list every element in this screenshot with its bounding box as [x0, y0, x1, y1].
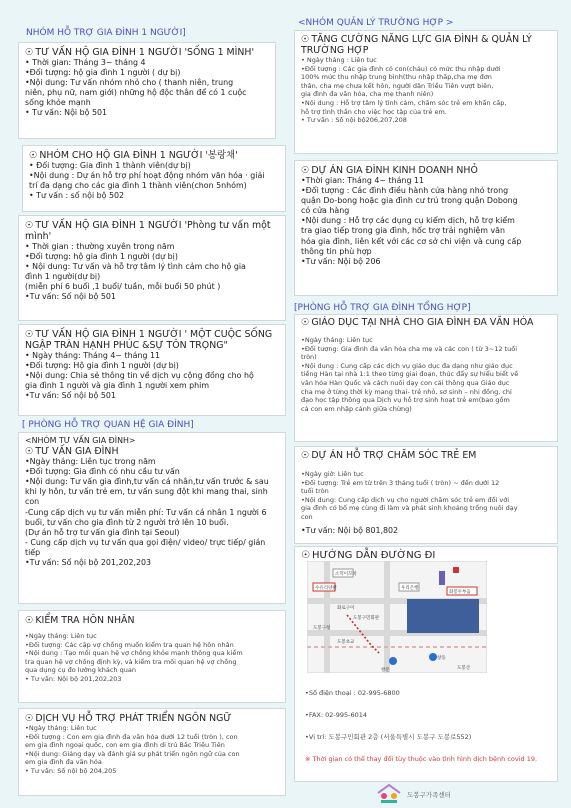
fax-text: •FAX: 02-995-6014	[305, 711, 368, 719]
location-map	[307, 561, 487, 673]
box-body: •Thời gian: Tháng 4~ tháng 11 •Đối tượng : Các đình điều hành cửa hàng nhỏ trong quận Do-bong hoặc gia đình cư trú trong quận Dobong có cửa hàng •Nội dung : Hỗ trợ các dụng cụ kiểm dịch, hỗ trợ kiểm tra giao tiếp trong gia đình, hốc trợ trải nghiệm văn hóa gia đình, liên kết với các cơ sở chi viện và cung cấp thông tin phù hợp •Tư vấn: Nội bộ 206	[301, 176, 522, 266]
map-label: 화로구이	[337, 606, 355, 611]
box-alone-consult	[18, 215, 286, 321]
box-small-business	[294, 160, 558, 296]
map-label: 도봉산	[457, 666, 471, 671]
box-title: ☉ TƯ VẤN GIA ĐÌNH	[25, 446, 279, 457]
map-label: 도봉구청	[313, 626, 331, 631]
box-title: ☉ TƯ VẤN HỘ GIA ĐÌNH 1 NGƯỜI 'Phòng tư vấn một mình'	[25, 220, 279, 242]
box-body: • Đối tượng: Gia đình 1 thành viên(dự bị) •Nội dung : Dự án hỗ trợ phí hoạt động nhóm văn hóa · giải trí đa dạng cho các gia đình 1 thành viên(chon 5nhóm) • Tư vấn : số nội bộ 502	[29, 161, 265, 201]
map-label: 소떡이꼬치	[335, 572, 357, 577]
map-label: 수유리양팔	[315, 586, 337, 591]
box-title: ☉ GIÁO DỤC TẠI NHÀ CHO GIA ĐÌNH ĐA VĂN HÓA	[301, 317, 551, 328]
left-header: NHÓM HỖ TRỢ GIA ĐÌNH 1 NGƯỜI]	[26, 28, 186, 38]
box-family-consult	[18, 432, 286, 604]
logo	[376, 783, 451, 805]
box-title: ☉ TƯ VẤN HỘ GIA ĐÌNH 1 NGƯỜI 'SỐNG 1 MÌNH'	[25, 47, 269, 58]
box-title: ☉ DỰ ÁN GIA ĐÌNH KINH DOANH NHỎ	[301, 165, 551, 176]
map-label: 우리은행	[401, 586, 419, 591]
box-single-living	[18, 42, 276, 139]
box-body: •Ngày tháng: Liên tục •Đối tượng: Các cặp vợ chồng muốn kiểm tra quan hệ hôn nhân •Nội dung : Tạo mối quan hệ vợ chồng khỏe mạnh thông qua kiểm tra quan hệ vợ chồng định kỳ, và kiểm tra mối quan hệ vợ chồng qua dụng cụ đo lường khách quan • Tư vấn: Nội bộ 201,202,203	[25, 632, 243, 683]
box-directions	[294, 546, 558, 782]
right-header: <NHÓM QUẢN LÝ TRƯỜNG HỢP >	[298, 18, 454, 28]
box-title: ☉ KIỂM TRA HÔN NHÂN	[25, 615, 279, 626]
map-label: 창동	[437, 656, 446, 661]
right-header-2: [PHÒNG HỖ TRỢ GIA ĐÌNH TỔNG HỢP]	[294, 303, 471, 313]
left-header-2: [ PHÒNG HỖ TRỢ QUAN HỆ GIA ĐÌNH]	[22, 420, 194, 430]
logo-text: 도봉구가족센터	[407, 790, 451, 799]
box-childcare	[294, 446, 558, 544]
box-marriage-check	[18, 610, 286, 703]
box-home-education	[294, 314, 558, 442]
box-body: •Ngày giờ: Liên tục •Đối tượng: Trẻ em từ trên 3 tháng tuổi ( tròn) ~ đến dưới 12 tuổi tròn •Nội dung: Cung cấp dịch vụ cho người chăm sóc trẻ em đối với gia đình có bố mẹ cùng đi làm và phát sinh khoảng trống nuôi dạy con	[301, 470, 518, 521]
box-language-dev	[18, 708, 286, 796]
box-body: •Ngày tháng: Liên tục •Đối tượng: Gia đình đa văn hóa cha mẹ và các con ( từ 3~12 tuổi tròn) •Nội dung : Cung cấp các dịch vụ giáo dục đa dạng như giáo dục tiếng Hàn tại nhà 1:1 theo từng giai đoạn, thúc đẩy sự hiểu biết về văn hóa Hàn Quốc và cách nuôi dạy con cái thông qua Giáo dục cha mẹ ở từng thời kỳ mang thai- trẻ nhỏ, sơ sinh – nhi đồng, chỉ đạo học tập thông qua Dịch vụ hỗ trợ sinh hoạt trẻ em(bao gồm cả con em nhập cảnh giữa chừng)	[301, 336, 519, 413]
box-title: ☉ TĂNG CƯỜNG NĂNG LỰC GIA ĐÌNH & QUẢN LÝ TRƯỜNG HỢP	[301, 34, 551, 56]
family-logo-icon	[376, 783, 402, 805]
map-label: 쌍문	[381, 668, 390, 673]
box-group-1person	[22, 145, 286, 212]
box-happy-life	[18, 324, 286, 416]
map-label: 화봉두부음	[449, 590, 471, 595]
covid-note: ※ Thời gian có thể thay đổi tùy thuộc vào tình hình dịch bệnh covid 19.	[305, 755, 538, 763]
map-label: 도봉초교	[337, 640, 355, 645]
map-label: 도봉구민회관	[353, 616, 380, 621]
box-title: ☉ DỊCH VỤ HỖ TRỢ PHÁT TRIỂN NGÔN NGỮ	[25, 713, 279, 724]
box-body: •Ngày tháng: Liên tục •Đối tượng : Con em gia đình đa văn hóa dưới 12 tuổi (tròn ), con em gia đình ngoại quốc, con em gia đình di trú Bắc Triều Tiên •Nội dung: Giảng dạy và đánh giá sự phát triển ngôn ngữ của con em gia đình đa văn hóa • Tư vấn: Số nội bộ 204,205	[25, 724, 240, 775]
box-body: •Ngày tháng: Liên tục trong năm •Đối tượng: Gia đình có nhu cầu tư vấn •Nội dung: Tư vấn gia đình,tư vấn cá nhân,tư vấn trước & sau khi ly hôn, tư vấn trẻ em, tư vấn sung đột khi mang thai, sinh con -Cung cấp dịch vụ tư vấn miễn phí: Tư vấn cá nhân 1 người 6 buổi, tư vấn cho gia đình từ 2 người trở lên 10 buổi. (Dự án hỗ trợ tư vấn gia đình tại Seoul) - Cung cấp dịch vụ tư vấn qua gọi điện/ video/ trực tiếp/ gián tiếp •Tư vấn: Số nội bộ 201,202,203	[25, 457, 269, 568]
box-title: ☉ NHÓM CHO HỘ GIA ĐÌNH 1 NGƯỜI '봉랑채'	[29, 150, 279, 161]
phone-text: •Số điện thoại : 02-995-6800	[305, 689, 400, 697]
box-consult: •Tư vấn: Nội bộ 801,802	[301, 525, 399, 535]
box-body: • Thời gian : thường xuyên trong năm •Đối tượng: hộ gia đình 1 người (dự bị) • Nội dung: Tư vấn và hỗ trợ tâm lý tình cảm cho hộ gia đình 1 người(dự bị) (miễn phí 6 buổi ,1 buổi/ tuần, mỗi buổi 50 phút ) •Tư vấn: Số nội bộ 501	[25, 242, 246, 302]
box-case-management	[294, 30, 558, 154]
box-title: ☉ TƯ VẤN HỘ GIA ĐÌNH 1 NGƯỜI ' MỘT CUỘC SỐNG NGẬP TRÀN HẠNH PHÚC &SỰ TÔN TRỌNG"	[25, 329, 279, 351]
box-pre: <NHÓM TƯ VẤN GIA ĐÌNH>	[25, 436, 136, 445]
box-body: • Ngày tháng : Liên tục •Đối tượng : Các gia đình có con(cháu) có mức thu nhập dưới 100% mức thu nhập trung bình(thu nhập thấp,cha mẹ đơn thân, cha mẹ chưa kết hôn, người dân Triều Tiên vượt biên, gia đình đa văn hóa, cha mẹ thanh niên) •Nội dung : Hỗ trợ tâm lý tình cảm, chăm sóc trẻ em khẩn cấp, hỗ trợ tình thần cho việc học tập của trẻ em. • Tư vấn : Số nội bộ206,207,208	[301, 56, 507, 125]
location-text: •Vị trí: 도봉구민회관 2층 (서울특별시 도봉구 도봉로552)	[305, 733, 472, 741]
box-title: ☉ DỰ ÁN HỖ TRỢ CHĂM SÓC TRẺ EM	[301, 450, 551, 461]
box-body: • Ngày tháng: Tháng 4~ tháng 11 •Đối tượng: Hộ gia đình 1 người (dự bị) •Nội dung: Chia sẻ thông tin về dịch vụ cộng đồng cho hộ gia đình 1 người và gia đình 1 người xem phim •Tư vấn: Số nội bộ 501	[25, 351, 254, 401]
box-title: ☉ HƯỚNG DẪN ĐƯỜNG ĐI	[301, 550, 551, 561]
box-body: • Thời gian: Tháng 3~ tháng 4 •Đối tượng: hộ gia đình 1 người ( dự bị) •Nội dung: Tư vấn nhóm nhỏ cho ( thanh niên, trung niên, phụ nữ, nam giới) những hộ độc thân để có 1 cuộc sống khỏe mạnh • Tư vấn: Nội bộ 501	[25, 58, 247, 118]
